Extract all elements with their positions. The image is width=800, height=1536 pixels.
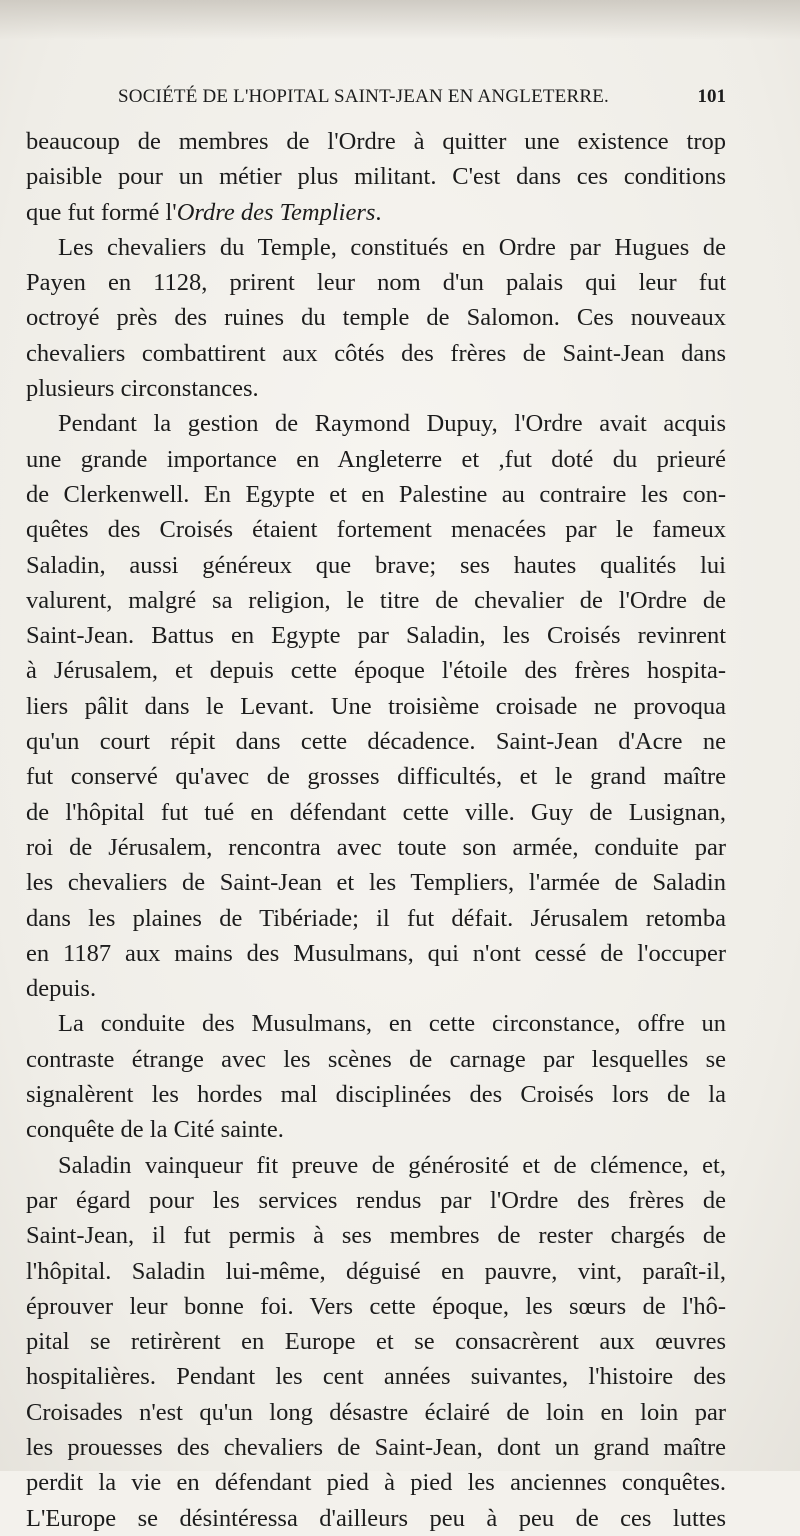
text-line: de Clerkenwell. En Egypte et en Palestine au contraire les con- xyxy=(26,480,726,508)
text-line: paisible pour un métier plus militant. C'est dans ces conditions xyxy=(26,163,726,191)
text-line: qu'un court répit dans cette décadence. Saint-Jean d'Acre ne xyxy=(26,728,726,756)
text-line: Pendant la gestion de Raymond Dupuy, l'Ordre avait acquis xyxy=(58,410,726,438)
text-line xyxy=(26,195,726,230)
page-number: 101 xyxy=(697,86,726,107)
text-line: les chevaliers de Saint-Jean et les Templiers, l'armée de Saladin xyxy=(26,869,726,897)
text-line: l'hôpital. Saladin lui-même, déguisé en pauvre, vint, paraît-il, xyxy=(26,1257,726,1285)
text-run: . xyxy=(375,198,382,226)
text-line: de l'hôpital fut tué en défendant cette ville. Guy de Lusignan, xyxy=(26,798,726,826)
text-line: perdit la vie en défendant pied à pied les anciennes conquêtes. xyxy=(26,1469,726,1497)
text-line: Payen en 1128, prirent leur nom d'un palais qui leur fut xyxy=(26,269,726,297)
text-line: depuis. xyxy=(26,975,97,1003)
text-run: que fut formé l' xyxy=(26,198,177,226)
text-line: Saint-Jean. Battus en Egypte par Saladin, les Croisés revinrent xyxy=(26,622,726,650)
text-line: en 1187 aux mains des Musulmans, qui n'ont cessé de l'occuper xyxy=(26,939,726,967)
text-line: Les chevaliers du Temple, constitués en Ordre par Hugues de xyxy=(58,233,726,261)
text-line: chevaliers combattirent aux côtés des frères de Saint-Jean dans xyxy=(26,339,726,367)
text-line: fut conservé qu'avec de grosses difficultés, et le grand maître xyxy=(26,763,726,791)
text-line: contraste étrange avec les scènes de carnage par lesquelles se xyxy=(26,1045,726,1073)
text-line: Saladin, aussi généreux que brave; ses hautes qualités lui xyxy=(26,551,726,579)
text-line: quêtes des Croisés étaient fortement menacées par le fameux xyxy=(26,516,726,544)
text-line: signalèrent les hordes mal disciplinées des Croisés lors de la xyxy=(26,1081,726,1109)
text-line: hospitalières. Pendant les cent années suivantes, l'histoire des xyxy=(26,1363,726,1391)
text-line: par égard pour les services rendus par l'Ordre des frères de xyxy=(26,1186,726,1214)
text-line: La conduite des Musulmans, en cette circonstance, offre un xyxy=(58,1010,726,1038)
text-line: L'Europe se désintéressa d'ailleurs peu à peu de ces luttes xyxy=(26,1504,726,1532)
text-line: Saint-Jean, il fut permis à ses membres de rester chargés de xyxy=(26,1222,726,1250)
text-line: à Jérusalem, et depuis cette époque l'étoile des frères hospita- xyxy=(26,657,726,685)
text-line: octroyé près des ruines du temple de Salomon. Ces nouveaux xyxy=(26,304,726,332)
text-line: beaucoup de membres de l'Ordre à quitter une existence trop xyxy=(26,128,726,155)
italic-term: Ordre des Templiers xyxy=(176,198,376,226)
text-line: plusieurs circonstances. xyxy=(26,375,259,403)
text-line: éprouver leur bonne foi. Vers cette époque, les sœurs de l'hô- xyxy=(26,1292,726,1320)
text-line: les prouesses des chevaliers de Saint-Jean, dont un grand maître xyxy=(26,1433,726,1461)
text-line: dans les plaines de Tibériade; il fut défait. Jérusalem retomba xyxy=(26,904,726,932)
text-line: Saladin vainqueur fit preuve de générosité et de clémence, et, xyxy=(58,1151,726,1179)
running-title: SOCIÉTÉ DE L'HOPITAL SAINT-JEAN EN ANGLETERRE. xyxy=(118,86,609,107)
text-line: conquête de la Cité sainte. xyxy=(26,1116,284,1144)
text-line: pital se retirèrent en Europe et se consacrèrent aux œuvres xyxy=(26,1328,726,1356)
text-line: une grande importance en Angleterre et ,fut doté du prieuré xyxy=(26,445,726,473)
text-line: liers pâlit dans le Levant. Une troisième croisade ne provoqua xyxy=(26,692,726,720)
running-head xyxy=(118,86,726,116)
text-line: Croisades n'est qu'un long désastre éclairé de loin en loin par xyxy=(26,1398,726,1426)
text-line: valurent, malgré sa religion, le titre de chevalier de l'Ordre de xyxy=(26,586,726,614)
body-text xyxy=(26,124,726,1536)
text-line: roi de Jérusalem, rencontra avec toute son armée, conduite par xyxy=(26,833,726,861)
